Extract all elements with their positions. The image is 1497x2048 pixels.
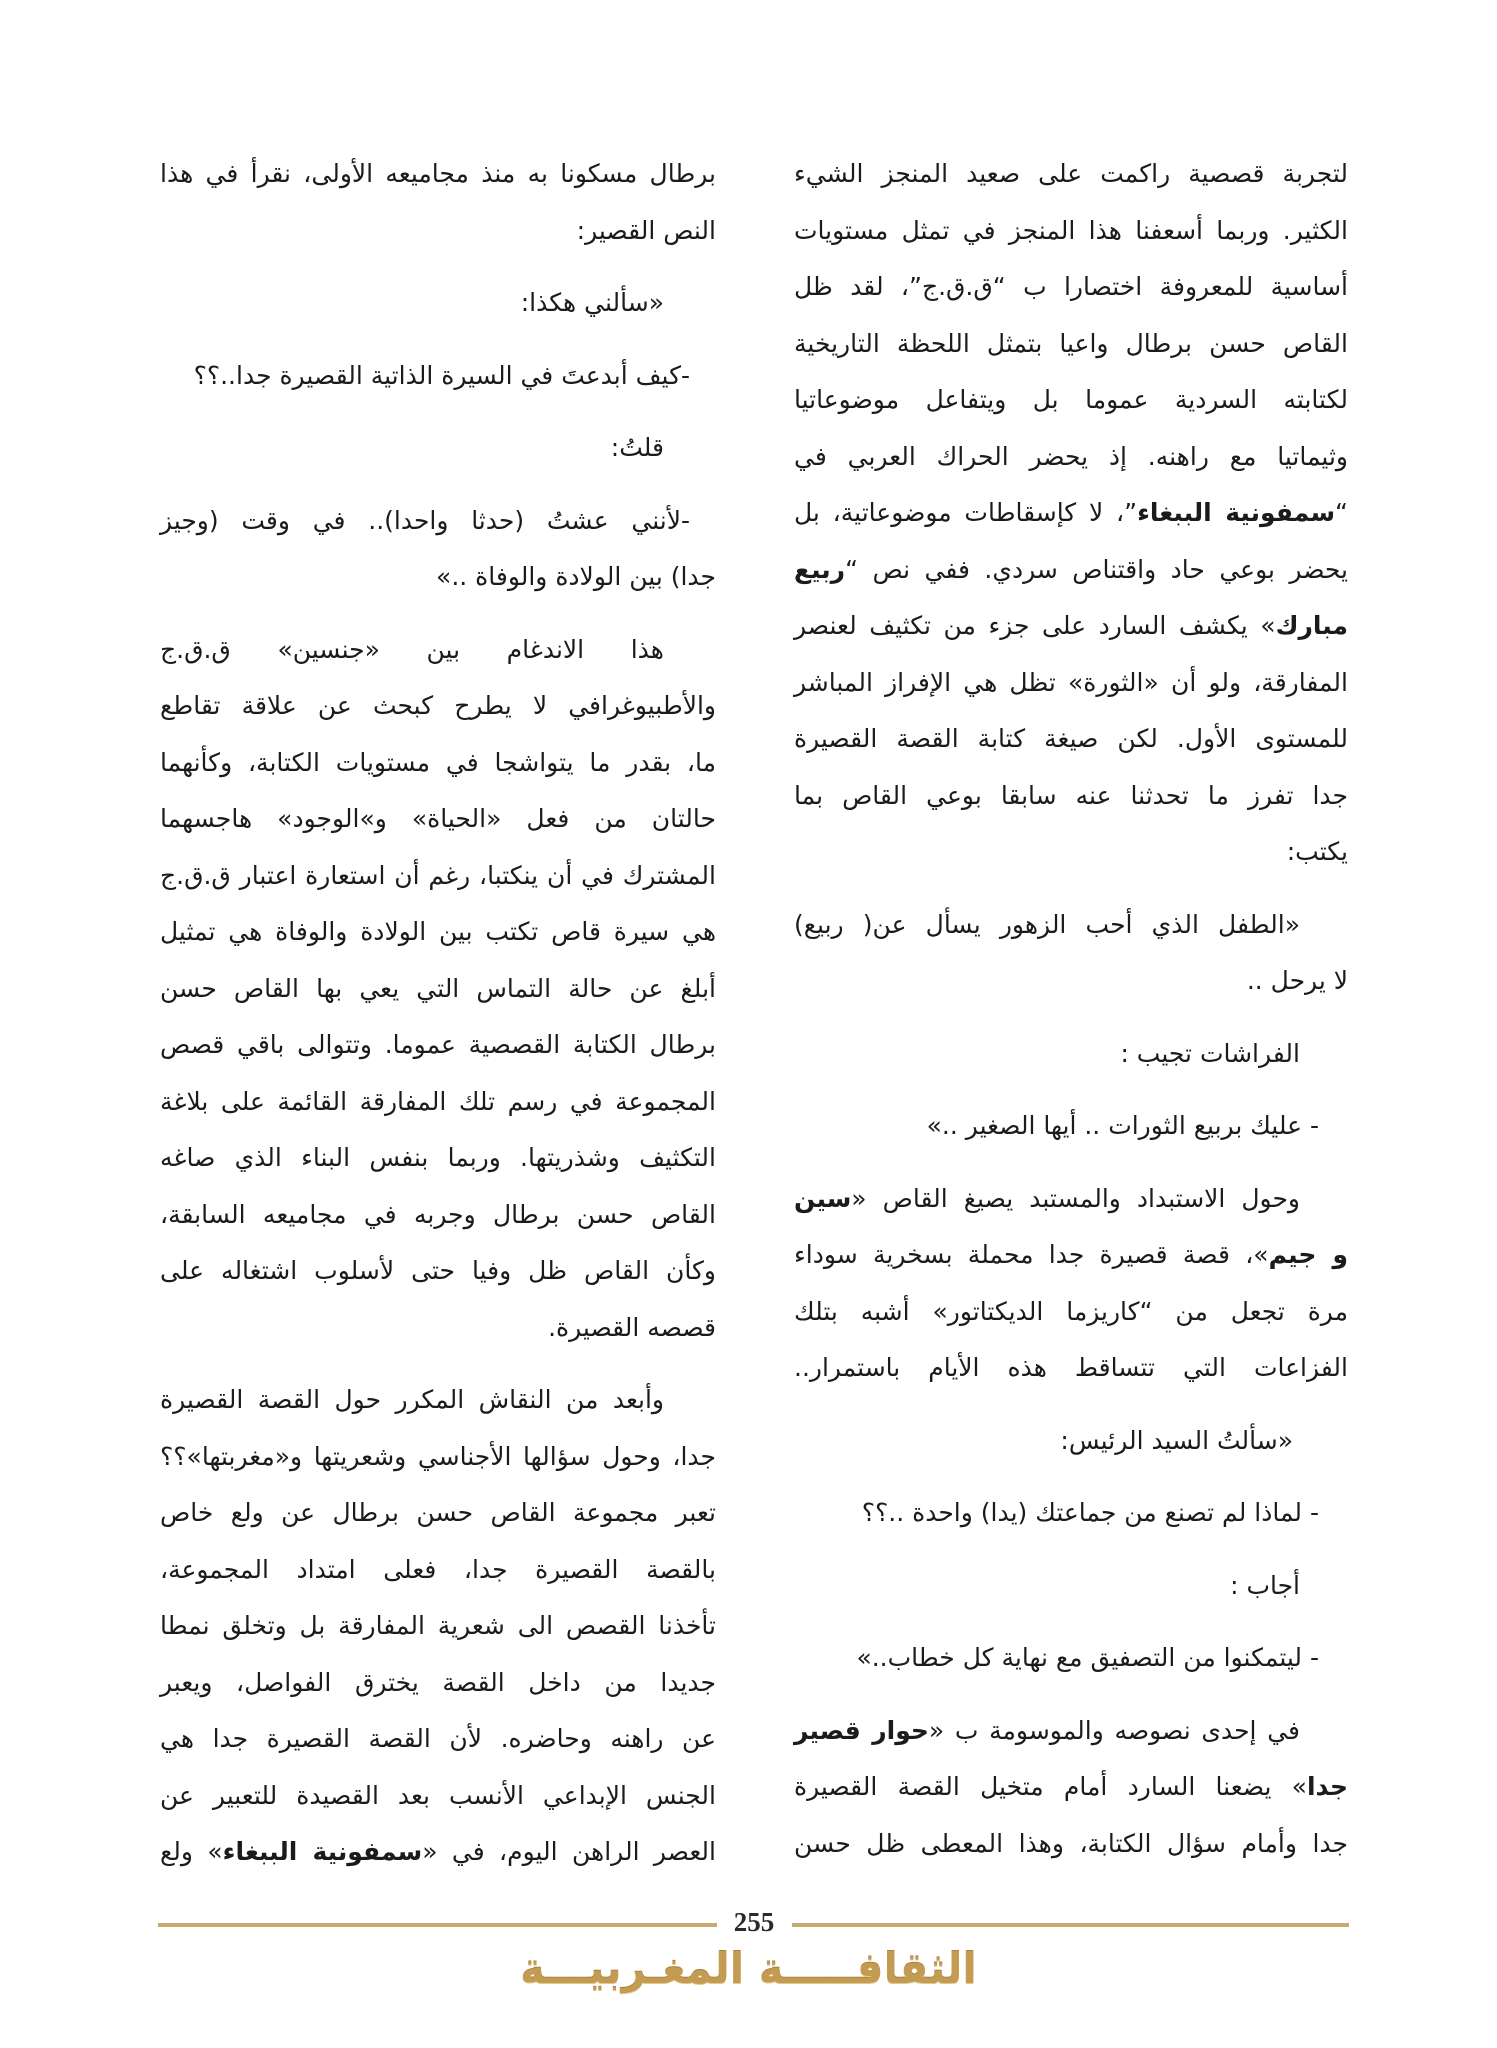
text-segment: ”، لا كإسقاطات موضوعاتية، بل	[794, 498, 1138, 527]
text-line: قصصه القصيرة.	[548, 1312, 716, 1342]
text-line: الكثير. وربما أسعفنا هذا المنجز في تمثل مستويات	[794, 215, 1348, 245]
text-segment: وحول الاستبداد والمستبد يصيغ القاص «	[851, 1183, 1300, 1213]
text-line: المفارقة، ولو أن «الثورة» تظل هي الإفراز المباشر	[794, 667, 1348, 697]
text-line: -كيف أبدعتَ في السيرة الذاتية القصيرة جدا..؟؟	[193, 360, 690, 390]
bold-story-title: جدا	[1306, 1772, 1348, 1801]
text-line: لتجربة قصصية راكمت على صعيد المنجز الشيء	[794, 159, 1348, 188]
text-line	[794, 1703, 1348, 1760]
footer-rule-left	[158, 1923, 717, 1927]
text-line: وأبعد من النقاش المكرر حول القصة القصيرة	[160, 1385, 664, 1414]
quote-mark: “	[1335, 498, 1348, 527]
text-line: للمستوى الأول. لكن صيغة كتابة القصة القصيرة	[794, 724, 1348, 753]
bold-story-title: مبارك	[1275, 611, 1348, 640]
text-segment: يحضر بوعي حاد واقتناص سردي. ففي نص “	[845, 554, 1348, 584]
text-line: تعبر مجموعة القاص حسن برطال عن ولع خاص	[160, 1498, 716, 1527]
bold-book-title: سمفونية الببغاء	[1137, 498, 1336, 527]
text-line: جدا وأمام سؤال الكتابة، وهذا المعطى ظل حسن	[794, 1828, 1348, 1858]
text-line: يكتب:	[1286, 837, 1348, 866]
page-number: 255	[733, 1907, 775, 1937]
text-line: - عليك بربيع الثورات .. أيها الصغير ..»	[926, 1111, 1319, 1140]
text-line: وثيماتيا مع راهنه. إذ يحضر الحراك العربي في	[794, 441, 1348, 471]
paragraph	[794, 146, 1348, 881]
paragraph	[160, 146, 716, 259]
paragraph	[160, 622, 716, 1357]
text-line	[794, 542, 1348, 599]
left-column	[160, 146, 716, 1881]
text-line	[794, 598, 1348, 655]
text-line: جدا، وحول سؤالها الأجناسي وشعريتها و«مغربتها»؟؟	[160, 1441, 716, 1471]
text-line: حالتان من فعل «الحياة» و»الوجود» هاجسهما	[160, 804, 716, 833]
quoted-paragraph	[794, 1485, 1348, 1542]
text-line: أبلغ عن حالة التماس التي يعي بها القاص حسن	[160, 973, 716, 1003]
text-line: النص القصير:	[576, 215, 716, 245]
text-segment: في إحدى نصوصه والموسومة ب «	[928, 1715, 1300, 1745]
right-column	[794, 146, 1348, 1872]
text-line: -لأنني عشتُ (حدثا واحدا).. في وقت (وجيز	[160, 505, 690, 535]
quoted-paragraph	[160, 420, 716, 477]
text-line: المشترك في أن ينكتبا، رغم أن استعارة اعتبار ق.ق.ج	[160, 860, 716, 890]
text-line: القاص حسن برطال وجربه في مجاميعه السابقة،	[160, 1199, 716, 1229]
text-line: التكثيف وشذريتها. وربما بنفس البناء الذي صاغه	[160, 1143, 716, 1172]
text-line: هي سيرة قاص تكتب بين الولادة والوفاة هي تمثيل	[160, 917, 716, 946]
text-line: جديدا من داخل القصة يخترق الفواصل، ويعبر	[160, 1667, 716, 1697]
text-segment: » ولع	[160, 1837, 223, 1866]
bold-story-title: سين	[794, 1183, 852, 1213]
text-line: ما، بقدر ما يتواشجا في مستويات الكتابة، وكأنهما	[160, 747, 716, 777]
paragraph	[160, 1372, 716, 1881]
text-line: الفراشات تجيب :	[1120, 1038, 1300, 1068]
text-line: بالقصة القصيرة جدا، فعلى امتداد المجموعة،	[160, 1554, 716, 1584]
text-line: لا يرحل ..	[1246, 966, 1348, 995]
quoted-paragraph	[160, 275, 716, 332]
text-line: - ليتمكنوا من التصفيق مع نهاية كل خطاب..»	[856, 1643, 1319, 1672]
text-line: جدا تفرز ما تحدثنا عنه سابقا بوعي القاص بما	[794, 780, 1348, 810]
text-line: قلتُ:	[610, 433, 664, 462]
text-line	[794, 1227, 1348, 1284]
quoted-paragraph	[794, 1026, 1348, 1083]
text-line: والأطبيوغرافي لا يطرح كبحث عن علاقة تقاطع	[160, 691, 716, 720]
text-segment: » يكشف السارد على جزء من تكثيف لعنصر	[794, 611, 1276, 640]
text-line	[794, 485, 1348, 542]
text-line	[794, 1171, 1348, 1228]
text-line: «الطفل الذي أحب الزهور يسأل عن( ربيع)	[794, 909, 1300, 939]
text-line: لكتابته السردية عموما بل ويتفاعل موضوعاتيا	[794, 385, 1348, 414]
quoted-paragraph	[160, 348, 716, 405]
text-line: - لماذا لم تصنع من جماعتك (يدا) واحدة ..؟؟	[861, 1498, 1319, 1527]
text-line: أجاب :	[1230, 1570, 1300, 1600]
bold-story-title: ربيع	[794, 554, 846, 584]
text-line: القاص حسن برطال واعيا بتمثل اللحظة التاريخية	[794, 328, 1348, 358]
text-line: «سألني هكذا:	[520, 288, 664, 317]
bold-story-title: حوار قصير	[794, 1715, 929, 1745]
bold-story-title: و جيم	[1268, 1240, 1348, 1269]
quoted-paragraph	[794, 1413, 1348, 1470]
quoted-paragraph	[794, 1558, 1348, 1615]
magazine-title: الثقافـــــة المغـربيـــة	[520, 1944, 977, 1993]
text-segment: العصر الراهن اليوم، في «	[422, 1837, 716, 1866]
text-line: وكأن القاص ظل وفيا حتى لأسلوب اشتغاله على	[160, 1256, 716, 1285]
bold-book-title: سمفونية الببغاء	[222, 1837, 423, 1866]
text-line	[794, 1759, 1348, 1816]
text-line	[160, 1824, 716, 1881]
quoted-paragraph	[794, 1630, 1348, 1687]
text-line: هذا الاندغام بين «جنسين» ق.ق.ج	[160, 634, 664, 664]
text-segment: » يضعنا السارد أمام متخيل القصة القصيرة	[794, 1772, 1307, 1801]
text-line: الجنس الإبداعي الأنسب بعد القصيدة للتعبير عن	[160, 1780, 716, 1810]
paragraph	[794, 1703, 1348, 1873]
quoted-paragraph	[794, 1098, 1348, 1155]
text-segment: »، قصة قصيرة جدا محملة بسخرية سوداء	[794, 1240, 1269, 1269]
text-line: برطال الكتابة القصصية عموما. وتتوالى باقي قصص	[160, 1030, 716, 1059]
text-line: تأخذنا القصص الى شعرية المفارقة بل وتخلق نمطا	[160, 1611, 716, 1640]
quoted-paragraph	[794, 897, 1348, 1010]
quoted-paragraph	[160, 493, 716, 606]
text-line: «سألتُ السيد الرئيس:	[1060, 1425, 1293, 1455]
footer-rule-right	[792, 1923, 1349, 1927]
text-line: مرة تجعل من “كاريزما الديكتاتور» أشبه بتلك	[794, 1296, 1348, 1326]
text-line: أساسية للمعروفة اختصارا ب “ق.ق.ج”، لقد ظل	[794, 272, 1348, 301]
text-line: الفزاعات التي تتساقط هذه الأيام باستمرار..	[794, 1353, 1348, 1382]
text-line: برطال مسكونا به منذ مجاميعه الأولى، نقرأ في هذا	[160, 159, 716, 188]
text-line: المجموعة في رسم تلك المفارقة القائمة على بلاغة	[160, 1086, 716, 1116]
paragraph	[794, 1171, 1348, 1397]
text-line: عن راهنه وحاضره. لأن القصة القصيرة جدا هي	[160, 1724, 716, 1753]
text-line: جدا) بين الولادة والوفاة ..»	[436, 562, 716, 591]
